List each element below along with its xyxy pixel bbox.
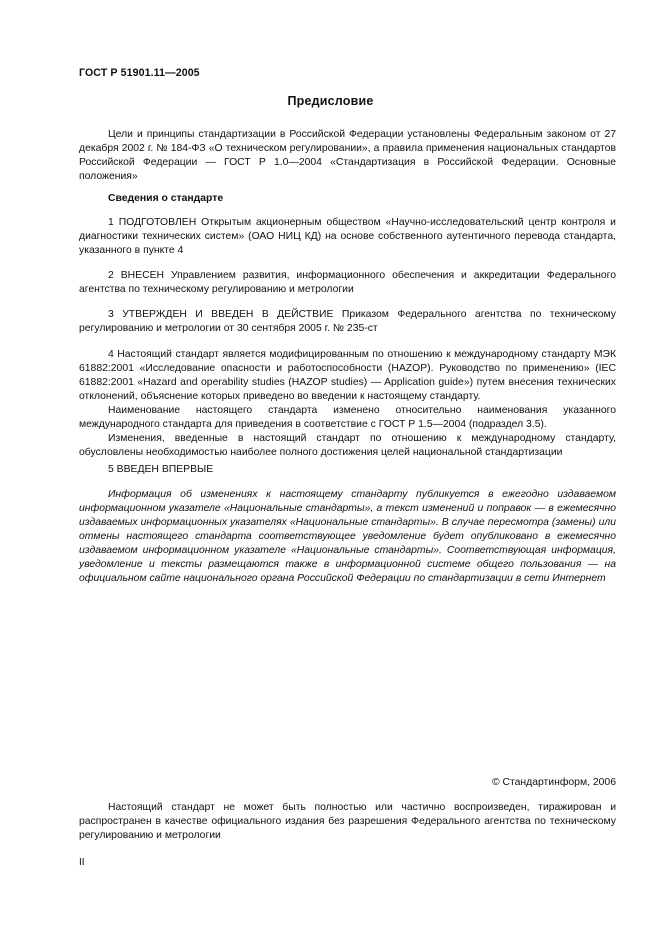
notice-block [79,488,616,586]
item-2 [79,269,616,297]
page-title: Предисловие [287,94,374,108]
legal-notice [79,801,616,843]
item-1 [79,216,616,258]
intro-text: Цели и принципы стандартизации в Российской Федерации установлены Федеральным законом от 27 декабря 2002 г. № 184-ФЗ «О техническом регулировании», а правила применения национальных стандартов Российской Федерации — ГОСТ Р 1.0—2004 «Стандартизация в Российской Федерации. Основные положения» [79,129,616,182]
item-3-text: 3 УТВЕРЖДЕН И ВВЕДЕН В ДЕЙСТВИЕ Приказом Федерального агентства по техническому регулированию и метрологии от 30 сентября 2005 г. № 235-ст [79,309,616,334]
standard-code-header: ГОСТ Р 51901.11—2005 [79,67,200,79]
legal-text: Настоящий стандарт не может быть полностью или частично воспроизведен, тиражирован и распространен в качестве официального издания без разрешения Федерального агентства по техническому регулированию и метрологии [79,802,616,841]
page-number: II [79,857,85,868]
item-5: 5 ВВЕДЕН ВПЕРВЫЕ [108,464,214,475]
copyright-line: © Стандартинформ, 2006 [491,777,616,788]
item-4 [79,348,616,460]
item-1-text: 1 ПОДГОТОВЛЕН Открытым акционерным обществом «Научно-исследовательский центр контроля и диагностики технических систем» (ОАО НИЦ КД) на основе собственного аутентичного перевода стандарта, указанного в пункте 4 [79,217,616,256]
item-3 [79,308,616,336]
item-4-text: 4 Настоящий стандарт является модифицированным по отношению к международному стандарту МЭК 61882:2001 «Исследование опасности и работоспособности (HAZOP). Руководство по применению» (IEC 61882:2001 «Hazard and operability studies (HAZOP studies) — Application guide») путем внесения технических отклонений, объяснение которых приведено во введении к настоящему стандарту. [79,349,616,402]
intro-paragraph [79,128,616,184]
item-2-text: 2 ВНЕСЕН Управлением развития, информационного обеспечения и аккредитации Федерального агентства по техническому регулированию и метрологии [79,270,616,295]
notice-text: Информация об изменениях к настоящему стандарту публикуется в ежегодно издаваемом информационном указателе «Национальные стандарты», а текст изменений и поправок — в ежемесячно издаваемых информационных указателях «Национальные стандарты». В случае пересмотра (замены) или отмены настоящего стандарта соответствующее уведомление будет опубликовано в ежемесячно издаваемом информационном указателе «Национальные стандарты». Соответствующая информация, уведомление и тексты размещаются также в информационной системе общего пользования — на официальном сайте национального органа Российской Федерации по стандартизации в сети Интернет [79,489,616,584]
item-4-paragraph-3: Изменения, введенные в настоящий стандарт по отношению к международному стандарту, обусловлены необходимостью наиболее полного достижения целей национальной стандартизации [79,433,616,458]
section-heading: Сведения о стандарте [108,193,224,204]
item-4-paragraph-2: Наименование настоящего стандарта изменено относительно наименования указанного международного стандарта для приведения в соответствие с ГОСТ Р 1.5—2004 (подраздел 3.5). [79,405,616,430]
